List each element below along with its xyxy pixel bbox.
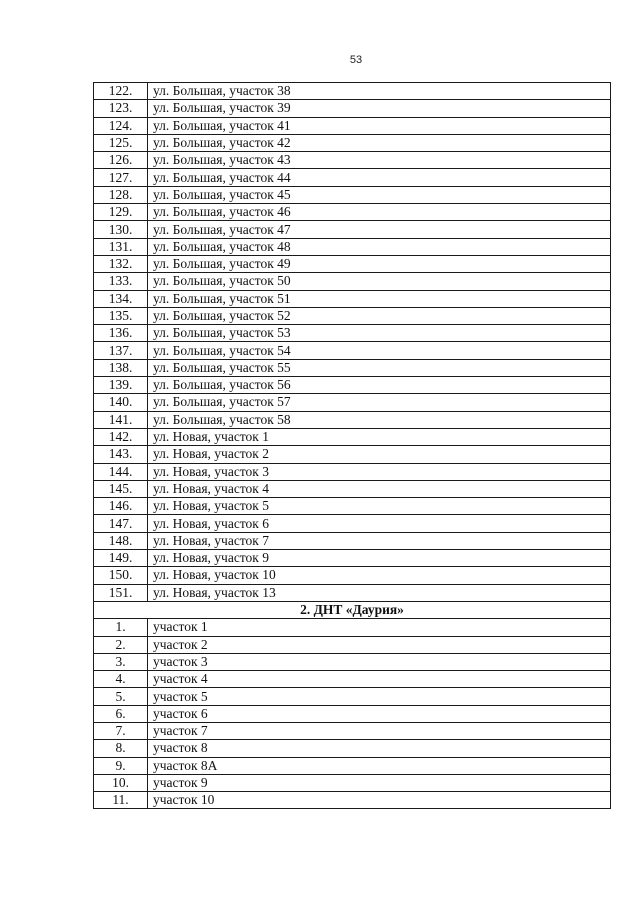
row-number: 124.: [94, 117, 148, 134]
row-number: 4.: [94, 671, 148, 688]
row-number: 135.: [94, 307, 148, 324]
row-number: 8.: [94, 740, 148, 757]
row-number: 148.: [94, 532, 148, 549]
row-number: 125.: [94, 134, 148, 151]
parcel-address: ул. Новая, участок 7: [148, 532, 611, 549]
row-number: 128.: [94, 186, 148, 203]
row-number: 136.: [94, 325, 148, 342]
table-row: [94, 255, 611, 272]
table-row: [94, 290, 611, 307]
table-row: [94, 117, 611, 134]
table-row: [94, 722, 611, 739]
row-number: 134.: [94, 290, 148, 307]
parcel-address: ул. Большая, участок 44: [148, 169, 611, 186]
parcel-address: ул. Большая, участок 45: [148, 186, 611, 203]
table-row: [94, 671, 611, 688]
table-row: [94, 186, 611, 203]
table-row: [94, 169, 611, 186]
table-row: [94, 705, 611, 722]
table-row: [94, 204, 611, 221]
table-row: [94, 342, 611, 359]
row-number: 122.: [94, 83, 148, 100]
parcel-address: участок 6: [148, 705, 611, 722]
parcel-address: участок 10: [148, 792, 611, 809]
parcel-address: ул. Большая, участок 53: [148, 325, 611, 342]
table-row: [94, 774, 611, 791]
row-number: 133.: [94, 273, 148, 290]
table-row: [94, 636, 611, 653]
row-number: 2.: [94, 636, 148, 653]
parcel-address: ул. Большая, участок 50: [148, 273, 611, 290]
table-row: [94, 653, 611, 670]
row-number: 142.: [94, 428, 148, 445]
row-number: 126.: [94, 152, 148, 169]
table-row: [94, 325, 611, 342]
parcel-address: ул. Большая, участок 57: [148, 394, 611, 411]
table-row: [94, 359, 611, 376]
table-row: [94, 498, 611, 515]
parcel-address: участок 1: [148, 619, 611, 636]
row-number: 127.: [94, 169, 148, 186]
parcel-address: ул. Большая, участок 39: [148, 100, 611, 117]
row-number: 3.: [94, 653, 148, 670]
table-row: [94, 446, 611, 463]
table-row: [94, 532, 611, 549]
parcel-address: ул. Новая, участок 9: [148, 550, 611, 567]
table-row: [94, 792, 611, 809]
table-row: [94, 567, 611, 584]
row-number: 137.: [94, 342, 148, 359]
row-number: 146.: [94, 498, 148, 515]
row-number: 9.: [94, 757, 148, 774]
parcel-address: ул. Большая, участок 55: [148, 359, 611, 376]
row-number: 129.: [94, 204, 148, 221]
parcel-address: ул. Большая, участок 52: [148, 307, 611, 324]
table-row: [94, 238, 611, 255]
parcel-address: участок 3: [148, 653, 611, 670]
row-number: 150.: [94, 567, 148, 584]
table-row: [94, 221, 611, 238]
row-number: 138.: [94, 359, 148, 376]
table-row: [94, 100, 611, 117]
table-row: [94, 273, 611, 290]
table-row: [94, 740, 611, 757]
row-number: 130.: [94, 221, 148, 238]
parcel-address: ул. Большая, участок 54: [148, 342, 611, 359]
row-number: 6.: [94, 705, 148, 722]
parcel-address: ул. Большая, участок 58: [148, 411, 611, 428]
row-number: 10.: [94, 774, 148, 791]
parcel-address: ул. Новая, участок 13: [148, 584, 611, 601]
parcel-address: ул. Большая, участок 42: [148, 134, 611, 151]
parcel-address: ул. Новая, участок 1: [148, 428, 611, 445]
table-row: [94, 152, 611, 169]
row-number: 149.: [94, 550, 148, 567]
table-row: [94, 411, 611, 428]
parcel-address: ул. Большая, участок 46: [148, 204, 611, 221]
parcel-address: участок 2: [148, 636, 611, 653]
parcel-address: участок 5: [148, 688, 611, 705]
parcel-address: ул. Новая, участок 2: [148, 446, 611, 463]
row-number: 139.: [94, 377, 148, 394]
parcel-address: ул. Новая, участок 5: [148, 498, 611, 515]
parcel-address: ул. Большая, участок 41: [148, 117, 611, 134]
table-row: [94, 584, 611, 601]
parcel-address: ул. Большая, участок 38: [148, 83, 611, 100]
page-number: 53: [349, 54, 363, 66]
parcel-table-body: [94, 83, 611, 809]
table-row: [94, 394, 611, 411]
table-row: [94, 134, 611, 151]
parcel-address: ул. Большая, участок 48: [148, 238, 611, 255]
table-row: [94, 515, 611, 532]
row-number: 147.: [94, 515, 148, 532]
table-row: [94, 619, 611, 636]
parcel-address: участок 9: [148, 774, 611, 791]
row-number: 143.: [94, 446, 148, 463]
row-number: 132.: [94, 255, 148, 272]
section-title: 2. ДНТ «Даурия»: [94, 601, 611, 618]
row-number: 11.: [94, 792, 148, 809]
table-row: [94, 307, 611, 324]
parcel-address: ул. Новая, участок 6: [148, 515, 611, 532]
row-number: 7.: [94, 722, 148, 739]
parcel-address: ул. Новая, участок 3: [148, 463, 611, 480]
row-number: 144.: [94, 463, 148, 480]
parcel-address: ул. Большая, участок 51: [148, 290, 611, 307]
parcel-address: участок 8: [148, 740, 611, 757]
row-number: 140.: [94, 394, 148, 411]
table-row: [94, 377, 611, 394]
section-header-row: [94, 601, 611, 618]
parcel-address: участок 4: [148, 671, 611, 688]
parcel-table: [93, 82, 611, 809]
parcel-address: ул. Новая, участок 10: [148, 567, 611, 584]
row-number: 5.: [94, 688, 148, 705]
row-number: 151.: [94, 584, 148, 601]
table-row: [94, 463, 611, 480]
row-number: 1.: [94, 619, 148, 636]
row-number: 123.: [94, 100, 148, 117]
parcel-address: участок 7: [148, 722, 611, 739]
table-row: [94, 688, 611, 705]
parcel-address: участок 8А: [148, 757, 611, 774]
row-number: 145.: [94, 480, 148, 497]
row-number: 131.: [94, 238, 148, 255]
table-row: [94, 83, 611, 100]
table-row: [94, 550, 611, 567]
table-row: [94, 757, 611, 774]
table-row: [94, 480, 611, 497]
parcel-address: ул. Большая, участок 43: [148, 152, 611, 169]
table-row: [94, 428, 611, 445]
parcel-address: ул. Большая, участок 49: [148, 255, 611, 272]
parcel-address: ул. Большая, участок 47: [148, 221, 611, 238]
parcel-address: ул. Большая, участок 56: [148, 377, 611, 394]
parcel-address: ул. Новая, участок 4: [148, 480, 611, 497]
row-number: 141.: [94, 411, 148, 428]
